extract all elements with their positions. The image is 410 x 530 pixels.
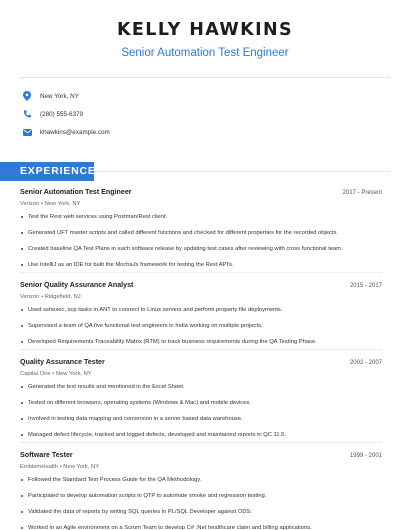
job-employer: Verizon • Ridgefield, NJ (20, 294, 81, 300)
job-divider (20, 349, 382, 350)
job-divider (20, 442, 382, 443)
experience-section-rule (94, 171, 390, 172)
job-bullets (20, 475, 382, 530)
job-bullet: Validated the data of reports by writing SQL queries in PL/SQL Developer against ODS. (20, 507, 382, 523)
contact-email (22, 123, 410, 141)
job-employer: Capital One • New York, NY (20, 371, 92, 377)
job-location: New York, NY (55, 371, 92, 377)
job-bullet: Created baseline QA Test Plans in each software release by updating test cases after reviewing with cross functional team. (20, 244, 382, 260)
resume-header (0, 0, 410, 60)
job-bullet: Involved in testing data mapping and conversion in a server based data warehouse. (20, 414, 382, 430)
contact-phone (22, 105, 410, 123)
job-bullet: Supervised a team of QA five functional test engineers in India working on multiple projects. (20, 321, 382, 337)
job-dates: 2002 - 2007 (349, 360, 382, 366)
job-bullet: Use IntelliJ as an IDE for built the MochaJs framework for testing the Rest API's. (20, 260, 382, 272)
job-entry (20, 451, 382, 530)
job-bullets (20, 212, 382, 272)
job-title: Senior Automation Test Engineer (20, 188, 132, 196)
job-bullet: Followed the Standard Test Process Guide for the QA Methodology. (20, 475, 382, 491)
job-bullet: Developed Requirements Traceability Matrix (RTM) to track business requirements during the QA Testing Phase. (20, 337, 382, 349)
job-entry (20, 281, 382, 350)
job-company: Verizon (20, 201, 40, 207)
contact-location (22, 87, 410, 105)
job-employer: Verizon • New York, NY (20, 201, 81, 207)
job-entry (20, 188, 382, 273)
job-bullet: Tested on different browsers, operating systems (Windows & Mac) and mobile devices. (20, 398, 382, 414)
job-employer: EmblemHealth • New York, NY (20, 464, 100, 470)
job-dates: 1999 - 2001 (349, 453, 382, 459)
job-company: Verizon (20, 294, 40, 300)
job-location: New York, NY (44, 201, 81, 207)
location-pin-icon (22, 91, 32, 101)
job-title: Software Tester (20, 451, 73, 459)
job-location: New York, NY (63, 464, 100, 470)
job-dates: 2015 - 2017 (349, 283, 382, 289)
contact-location-text: New York, NY (40, 92, 79, 100)
job-company: EmblemHealth (20, 464, 59, 470)
job-divider (20, 272, 382, 273)
job-title: Senior Quality Assurance Analyst (20, 281, 134, 289)
job-title: Quality Assurance Tester (20, 358, 105, 366)
job-location: Ridgefield, NJ (44, 294, 81, 300)
job-bullet: Test the Rest web services using Postman/Rest client. (20, 212, 382, 228)
job-bullet: Participated to develop automation scripts in QTP to automate smoke and regression testing. (20, 491, 382, 507)
phone-icon (22, 109, 32, 119)
job-bullet: Managed defect lifecycle, tracked and logged defects, developed and maintained reports in QC 11.5. (20, 430, 382, 442)
experience-list (20, 188, 382, 530)
job-bullets (20, 382, 382, 442)
job-bullet: Generated UFT master scripts and called different functions and checked for different properties for the recorded objects. (20, 228, 382, 244)
job-bullet: Used sshexec, scp tasks in ANT to connect to Linux servers and perform property file deployments. (20, 305, 382, 321)
candidate-name: KELLY HAWKINS (116, 20, 294, 40)
contact-list (0, 78, 410, 141)
job-bullet: Generated the test results and mentioned in the Excel Sheet. (20, 382, 382, 398)
candidate-title: Senior Automation Test Engineer (121, 47, 289, 59)
experience-section-heading: EXPERIENCE (0, 162, 94, 181)
contact-email-text: khawkins@example.com (40, 128, 110, 136)
job-entry (20, 358, 382, 443)
job-dates: 2017 - Present (342, 190, 382, 196)
job-company: Capital One (20, 371, 51, 377)
job-bullet: Worked in an Agile environment on a Scrum Team to develop C# .Net healthcare claim and billing applications. (20, 523, 382, 530)
job-bullets (20, 305, 382, 349)
contact-phone-text: (280) 555-6379 (40, 110, 84, 118)
envelope-icon (22, 127, 32, 137)
